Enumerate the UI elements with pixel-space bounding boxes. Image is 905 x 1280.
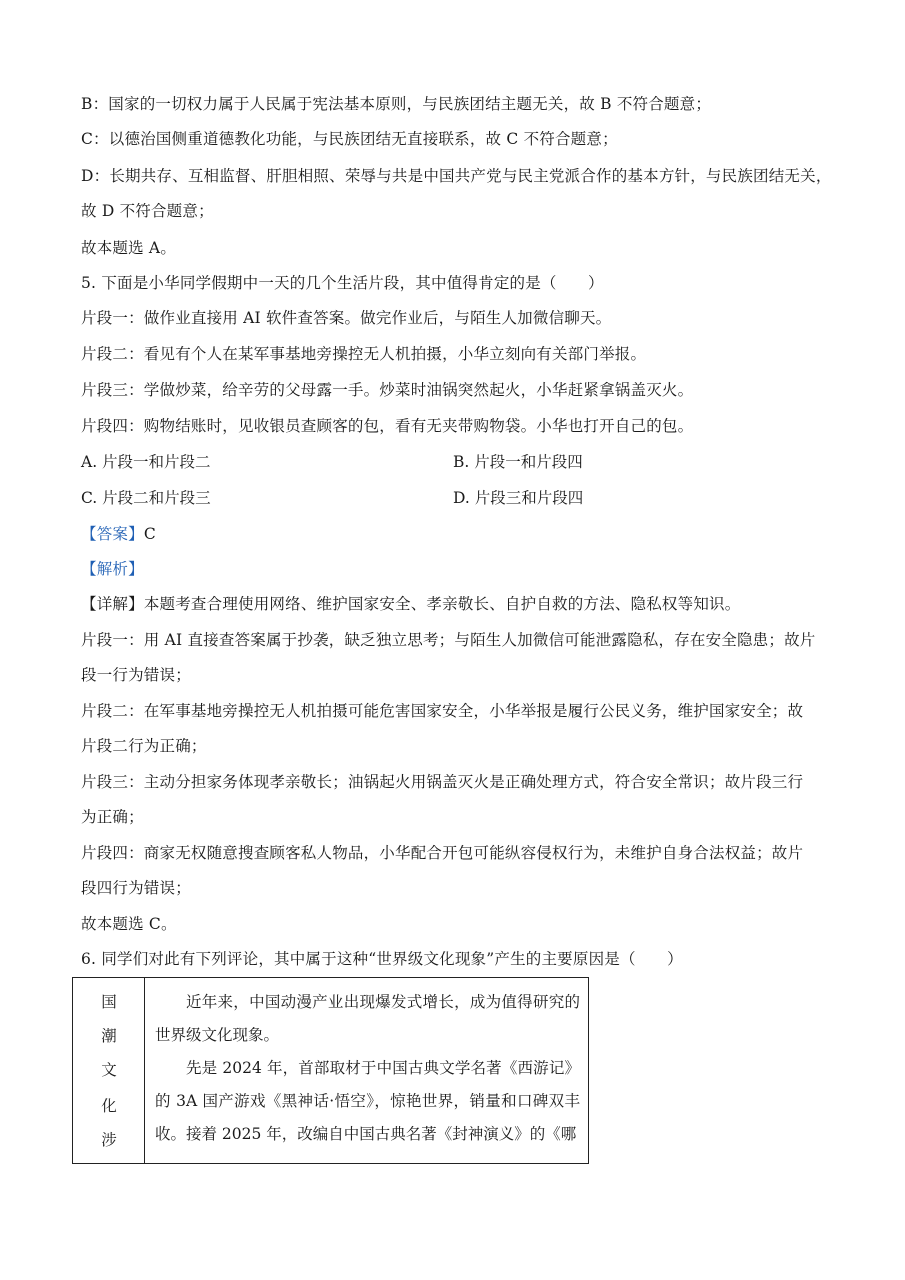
- detail-line: [81, 592, 740, 614]
- side-char-5: 涉: [101, 1131, 117, 1149]
- answer-line: [81, 522, 156, 544]
- seg3-analysis-line2: 为正确；: [81, 808, 144, 826]
- material-paragraph-2: 先是 2024 年，首部取材于中国古典文学名著《西游记》的 3A 国产游戏《黑神话·悟空》，惊艳世界，销量和口碑双丰收。接着 2025 年，改编自中国古典名著《封神演义》的《哪: [155, 1059, 580, 1143]
- material-paragraph-1: 近年来，中国动漫产业出现爆发式增长，成为值得研究的世界级文化现象。: [155, 993, 580, 1044]
- side-char-1: 国: [101, 993, 117, 1011]
- detail-text: 本题考查合理使用网络、维护国家安全、孝亲敬长、自护自救的方法、隐私权等知识。: [143, 595, 741, 613]
- side-char-3: 文: [101, 1061, 117, 1079]
- q5-segment-1: 片段一：做作业直接用 AI 软件查答案。做完作业后，与陌生人加微信聊天。: [81, 309, 612, 327]
- q5-option-d: D. 片段三和片段四: [453, 489, 584, 507]
- answer-value: C: [143, 525, 156, 543]
- q5-segment-4: 片段四：购物结账时，见收银员查顾客的包，看有无夹带购物袋。小华也打开自己的包。: [81, 417, 694, 435]
- question-6-stem: 6. 同学们对此有下列评论，其中属于这种“世界级文化现象”产生的主要原因是（ ）: [81, 950, 683, 968]
- detail-tag: 【详解】: [81, 595, 144, 613]
- seg4-analysis-line1: 片段四：商家无权随意搜查顾客私人物品，小华配合开包可能纵容侵权行为，未维护自身合法权益；故片: [81, 844, 804, 862]
- answer-tag: 【答案】: [81, 525, 144, 543]
- side-char-4: 化: [101, 1097, 117, 1115]
- material-box: [72, 977, 589, 1164]
- seg4-analysis-line2: 段四行为错误；: [81, 879, 191, 897]
- material-content: [155, 986, 580, 1151]
- analysis-option-d-line1: D：长期共存、互相监督、肝胆相照、荣辱与共是中国共产党与民主党派合作的基本方针，与民族团结无关，: [81, 167, 832, 185]
- prev-conclusion: 故本题选 A。: [81, 239, 177, 257]
- q5-option-b: B. 片段一和片段四: [453, 453, 583, 471]
- seg3-analysis-line1: 片段三：主动分担家务体现孝亲敬长；油锅起火用锅盖灭火是正确处理方式，符合安全常识；故片段三行: [81, 773, 804, 791]
- question-5-stem: 5. 下面是小华同学假期中一天的几个生活片段，其中值得肯定的是（ ）: [81, 274, 604, 292]
- analysis-option-b: B：国家的一切权力属于人民属于宪法基本原则，与民族团结主题无关，故 B 不符合题意；: [81, 95, 712, 113]
- seg2-analysis-line2: 片段二行为正确；: [81, 737, 207, 755]
- q5-conclusion: 故本题选 C。: [81, 915, 177, 933]
- analysis-tag: 【解析】: [81, 560, 144, 578]
- analysis-option-c: C：以德治国侧重道德教化功能，与民族团结无直接联系，故 C 不符合题意；: [81, 130, 618, 148]
- seg1-analysis-line2: 段一行为错误；: [81, 666, 191, 684]
- q5-option-c: C. 片段二和片段三: [81, 489, 211, 507]
- side-char-2: 潮: [101, 1027, 117, 1045]
- q5-option-a: A. 片段一和片段二: [81, 453, 211, 471]
- q5-segment-2: 片段二：看见有个人在某军事基地旁操控无人机拍摄，小华立刻向有关部门举报。: [81, 345, 647, 363]
- q5-segment-3: 片段三：学做炒菜，给辛劳的父母露一手。炒菜时油锅突然起火，小华赶紧拿锅盖灭火。: [81, 381, 694, 399]
- seg1-analysis-line1: 片段一：用 AI 直接查答案属于抄袭，缺乏独立思考；与陌生人加微信可能泄露隐私，存在安全隐患；故片: [81, 631, 816, 649]
- seg2-analysis-line1: 片段二：在军事基地旁操控无人机拍摄可能危害国家安全，小华举报是履行公民义务，维护国家安全；故: [81, 702, 804, 720]
- analysis-option-d-line2: 故 D 不符合题意；: [81, 202, 214, 220]
- material-side-title: [73, 978, 145, 1163]
